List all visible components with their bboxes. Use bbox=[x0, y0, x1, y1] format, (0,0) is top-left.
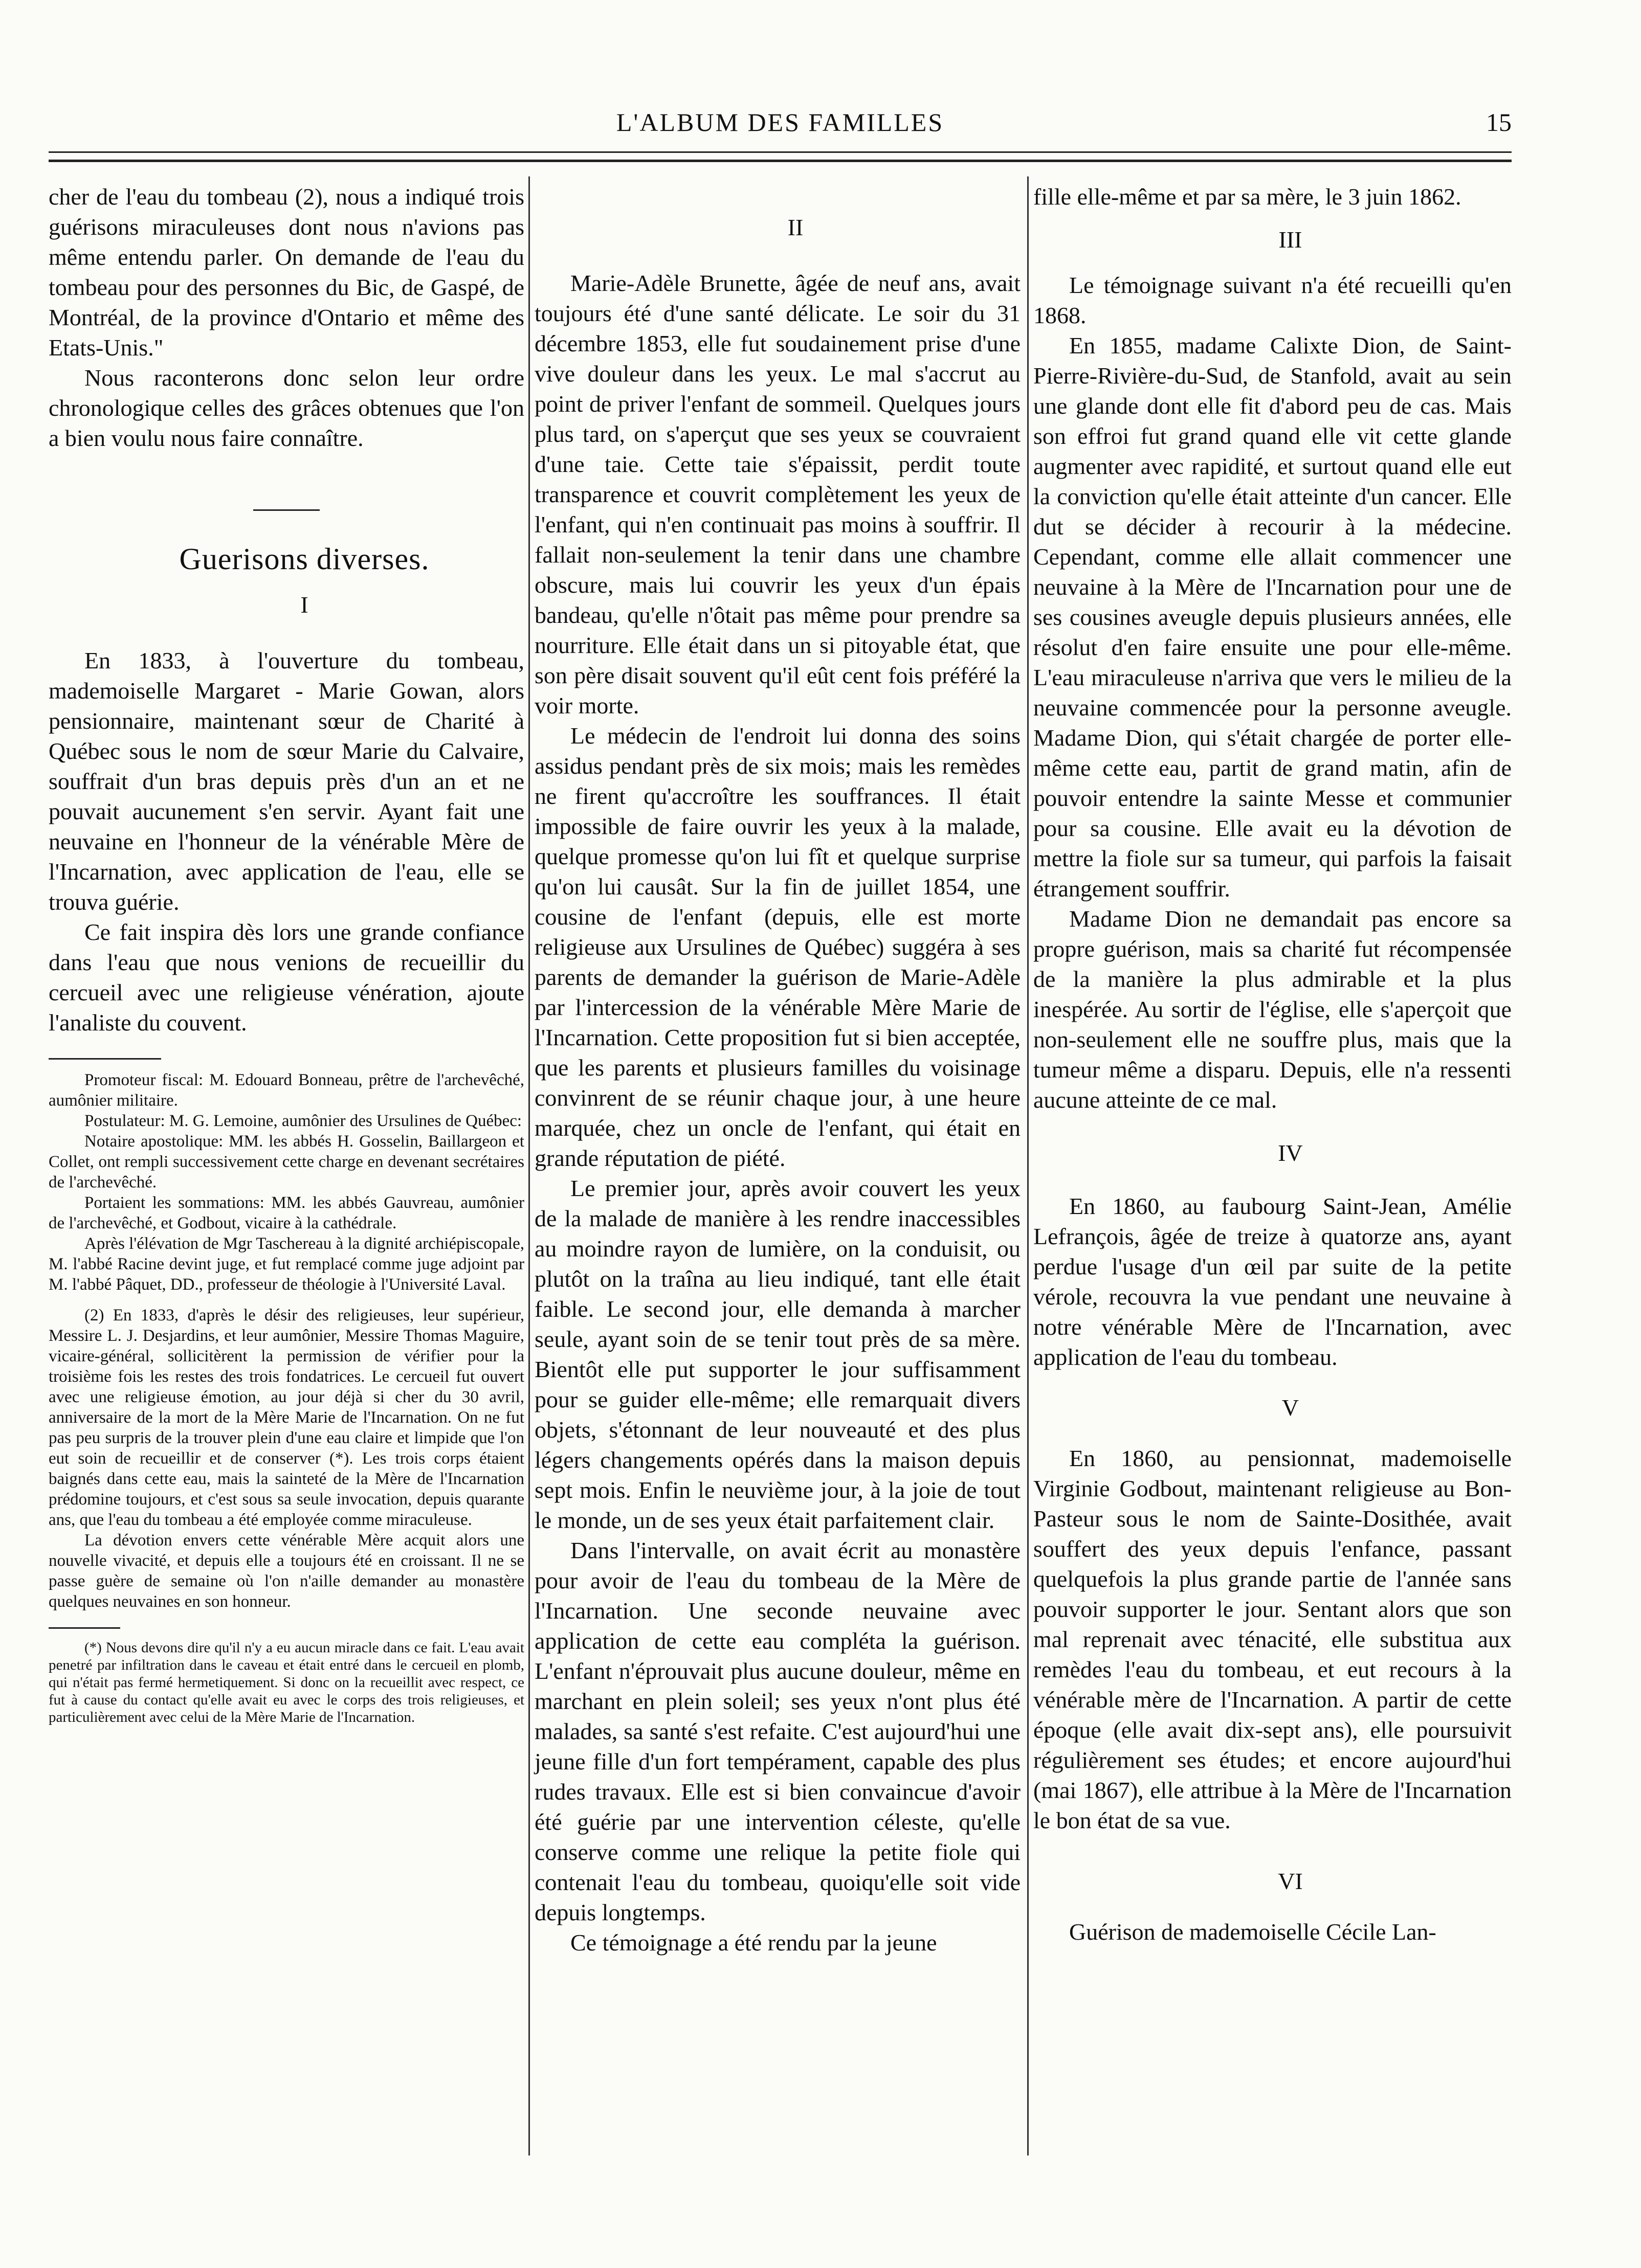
section-3-paragraph: Le témoignage suivant n'a été recueilli qu'en 1868. bbox=[1033, 272, 1512, 328]
page-header bbox=[49, 102, 1512, 148]
section-number-1: I bbox=[300, 592, 308, 618]
column-middle bbox=[535, 182, 1021, 1958]
footnote-2-continued: La dévotion envers cette vénérable Mère acquit alors une nouvelle vivacité, et depuis elle a toujours été en croissant. Il ne se passe guère de semaine où l'on n'aille demander au monastère quelques neuvaines en son honneur. bbox=[49, 1531, 524, 1611]
section-number-5: V bbox=[1281, 1395, 1299, 1421]
intro-paragraph-2: Nous raconterons donc selon leur ordre chronologique celles des grâces obtenues que l'on a bien voulu nous faire connaître. bbox=[49, 365, 524, 451]
footnote-2: (2) En 1833, d'après le désir des religieuses, leur supérieur, Messire L. J. Desjardins, et leur aumônier, Messire Thomas Maguire, vicaire-général, sollicitèrent la permission de vérifier pour la troisième fois les restes des trois fondatrices. Le cercueil fut ouvert avec une religieuse émotion, au jour déjà si cher du 30 avril, anniversaire de la mort de la Mère Marie de l'Incarnation. On ne fut pas peu surpris de la trouver plein d'une eau claire et limpide que l'on eut soin de recueillir et de conserver (*). Les trois corps étaient baignés dans cette eau, mais la sainteté de la Mère de l'Incarnation prédomine toujours, et c'est sous sa seule invocation, depuis quarante ans, que l'eau du tombeau a été employée comme miraculeuse. bbox=[49, 1306, 524, 1529]
section-6-paragraph: Guérison de mademoiselle Cécile Lan- bbox=[1069, 1919, 1436, 1945]
footnote-notaire: Notaire apostolique: MM. les abbés H. Gosselin, Baillargeon et Collet, ont rempli successivement cette charge en devenant secrétaires de l'archevêché. bbox=[49, 1132, 524, 1192]
section-5-paragraph: En 1860, au pensionnat, mademoiselle Virginie Godbout, maintenant religieuse au Bon-Pasteur sous le nom de Sainte-Dosithée, avait souffert des yeux depuis l'enfance, passant quelquefois la plus grande partie de l'année sans pouvoir supporter le jour. Sentant alors que son mal reprenait avec ténacité, elle substitua aux remèdes l'eau du tombeau, et eut recours à la vénérable mère de l'Incarnation. A partir de cette époque (elle avait dix-sept ans), elle poursuivit régulièrement ses études; et encore aujourd'hui (mai 1867), elle attribue à la Mère de l'Incarnation le bon état de sa vue. bbox=[1033, 1445, 1512, 1833]
continued-paragraph: fille elle-même et par sa mère, le 3 juin 1862. bbox=[1033, 184, 1461, 210]
column-divider-right bbox=[1027, 176, 1029, 2155]
header-rule-thin bbox=[49, 151, 1512, 153]
footnote-elevation: Après l'élévation de Mgr Taschereau à la dignité archiépiscopale, M. l'abbé Racine devint juge, et fut remplacé comme juge adjoint par M. l'abbé Pâquet, DD., professeur de théologie à l'Université Laval. bbox=[49, 1234, 524, 1294]
section-number-2: II bbox=[787, 214, 804, 240]
section-number-6: VI bbox=[1278, 1868, 1303, 1894]
section-2-paragraph-3: Le premier jour, après avoir couvert les yeux de la malade de manière à les rendre inaccessibles au moindre rayon de lumière, on la conduisit, ou plutôt on la traîna au lieu indiqué, tant elle était faible. Le second jour, elle demanda à marcher seule, ayant soin de se tenir tout près de sa mère. Bientôt elle put supporter le jour suffisamment pour se guider elle-même; elle remarquait divers objets, s'étonnant de leur nouveauté et des plus légers changements opérés dans la maison depuis sept mois. Enfin le neuvième jour, à la joie de tout le monde, un de ses yeux était parfaitement clair. bbox=[535, 1175, 1021, 1533]
section-2-paragraph-2: Le médecin de l'endroit lui donna des soins assidus pendant près de six mois; mais les remèdes ne firent qu'accroître les souffrances. Il était impossible de faire ouvrir les yeux à la malade, quelque promesse qu'on lui fît et quelque surprise qu'on lui causât. Sur la fin de juillet 1854, une cousine de l'enfant (depuis, elle est morte religieuse aux Ursulines de Québec) suggéra à ses parents de demander la guérison de Marie-Adèle par l'intercession de la vénérable Mère Marie de l'Incarnation. Cette proposition fut si bien acceptée, que les parents et plusieurs familles du voisinage convinrent de se réunir chaque jour, à une heure marquée, chez un oncle de l'enfant, qui était en grande réputation de piété. bbox=[535, 723, 1021, 1171]
section-3-paragraph-3: Madame Dion ne demandait pas encore sa propre guérison, mais sa charité fut récompensée de la manière la plus admirable et la plus inespérée. Au sortir de l'église, elle s'aperçoit que non-seulement elle ne souffre plus, mais que la tumeur même a disparu. Depuis, elle n'a ressenti aucune atteinte de ce mal. bbox=[1033, 906, 1512, 1113]
column-right bbox=[1033, 182, 1512, 1947]
page-number: 15 bbox=[1486, 108, 1512, 137]
footnote-asterisk: (*) Nous devons dire qu'il n'y a eu aucun miracle dans ce fait. L'eau avait penetré par infiltration dans le caveau et était entré dans le cercueil en plomb, qui n'était pas fermé hermetiquement. Si donc on la recueillit avec respect, ce fut à cause du contact qu'elle avait eu avec le corps des trois religieuses, et particulièrement avec celui de la Mère Marie de l'Incarnation. bbox=[49, 1640, 524, 1725]
header-rule-thick bbox=[49, 160, 1512, 162]
section-1-paragraph-2: Ce fait inspira dès lors une grande confiance dans l'eau que nous venions de recueillir du cercueil avec une religieuse vénération, ajoute l'analiste du couvent. bbox=[49, 919, 524, 1036]
article-heading: Guerisons diverses. bbox=[179, 542, 430, 576]
footnote-sommations: Portaient les sommations: MM. les abbés Gauvreau, aumônier de l'archevêché, et Godbout, vicaire à la cathédrale. bbox=[49, 1194, 524, 1232]
section-2-paragraph: Marie-Adèle Brunette, âgée de neuf ans, avait toujours été d'une santé délicate. Le soir du 31 décembre 1853, elle fut soudainement prise d'une vive douleur dans les yeux. Le mal s'accrut au point de priver l'enfant de sommeil. Quelques jours plus tard, on s'aperçut que ses yeux se couvraient d'une taie. Cette taie s'épaissit, perdit toute transparence et couvrit complètement les yeux de l'enfant, qui n'en continuait pas moins à souffrir. Il fallait non-seulement la tenir dans une chambre obscure, mais lui couvrir les yeux d'un épais bandeau, qu'elle n'ôtait pas même pour prendre sa nourriture. Elle était dans un si pitoyable état, que son père disait souvent qu'il eût cent fois préféré la voir morte. bbox=[535, 270, 1021, 718]
running-title: L'ALBUM DES FAMILLES bbox=[616, 108, 944, 137]
section-2-paragraph-4: Dans l'intervalle, on avait écrit au monastère pour avoir de l'eau du tombeau de la Mère de l'Incarnation. Une seconde neuvaine avec application de cette eau compléta la guérison. L'enfant n'éprouvait plus aucune douleur, même en marchant en plein soleil; ses yeux n'ont plus été malades, sa santé s'est refaite. C'est aujourd'hui une jeune fille d'un fort tempérament, capable des plus rudes travaux. Elle est si bien convaincue d'avoir été guérie par une intervention céleste, qu'elle conserve comme une relique la petite fiole qui contenait l'eau du tombeau, quoiqu'elle soit vide depuis longtemps. bbox=[535, 1537, 1021, 1925]
section-number-3: III bbox=[1278, 227, 1302, 253]
section-number-4: IV bbox=[1278, 1140, 1303, 1166]
section-4-paragraph: En 1860, au faubourg Saint-Jean, Amélie Lefrançois, âgée de treize à quatorze ans, ayant perdue l'usage d'un œil par suite de la petite vérole, recouvra la vue pendant une neuvaine à notre vénérable Mère de l'Incarnation, avec application de l'eau du tombeau. bbox=[1033, 1193, 1512, 1370]
footnote-promoteur: Promoteur fiscal: M. Edouard Bonneau, prêtre de l'archevêché, aumônier militaire. bbox=[49, 1071, 524, 1110]
footnote-postulateur: Postulateur: M. G. Lemoine, aumônier des Ursulines de Québec: bbox=[84, 1112, 522, 1130]
column-divider-left bbox=[528, 176, 530, 2155]
section-1-paragraph: En 1833, à l'ouverture du tombeau, mademoiselle Margaret - Marie Gowan, alors pensionnaire, maintenant sœur de Charité à Québec sous le nom de sœur Marie du Calvaire, souffrait d'un bras depuis près d'un an et ne pouvait aucunement s'en servir. Ayant fait une neuvaine en l'honneur de la vénérable Mère de l'Incarnation, avec application de l'eau, elle se trouva guérie. bbox=[49, 647, 524, 915]
section-3-paragraph-2: En 1855, madame Calixte Dion, de Saint-Pierre-Rivière-du-Sud, de Stanfold, avait au sein une glande dont elle fit d'abord peu de cas. Mais son effroi fut grand quand elle vit cette glande augmenter avec rapidité, et surtout quand elle eut la conviction qu'elle était atteinte d'un cancer. Elle dut se décider à recourir à la médecine. Cependant, comme elle allait commencer une neuvaine à la Mère de l'Incarnation pour une de ses cousines aveugle depuis plusieurs années, elle résolut d'en faire ensuite une pour elle-même. L'eau miraculeuse n'arriva que vers le milieu de la neuvaine commencée pour la personne aveugle. Madame Dion, qui s'était chargée de porter elle-même cette eau, partit de grand matin, afin de pouvoir entendre la sainte Messe et communier pour sa cousine. Elle avait eu la dévotion de mettre la fiole sur sa tumeur, qui parfois la faisait étrangement souffrir. bbox=[1033, 332, 1512, 902]
section-2-paragraph-5: Ce témoignage a été rendu par la jeune bbox=[570, 1929, 937, 1956]
column-left bbox=[49, 182, 524, 1726]
intro-paragraph: cher de l'eau du tombeau (2), nous a indiqué trois guérisons miraculeuses dont nous n'avions pas même entendu parler. On demande de l'eau du tombeau pour des personnes du Bic, de Gaspé, de Montréal, de la province d'Ontario et même des Etats-Unis." bbox=[49, 184, 524, 361]
